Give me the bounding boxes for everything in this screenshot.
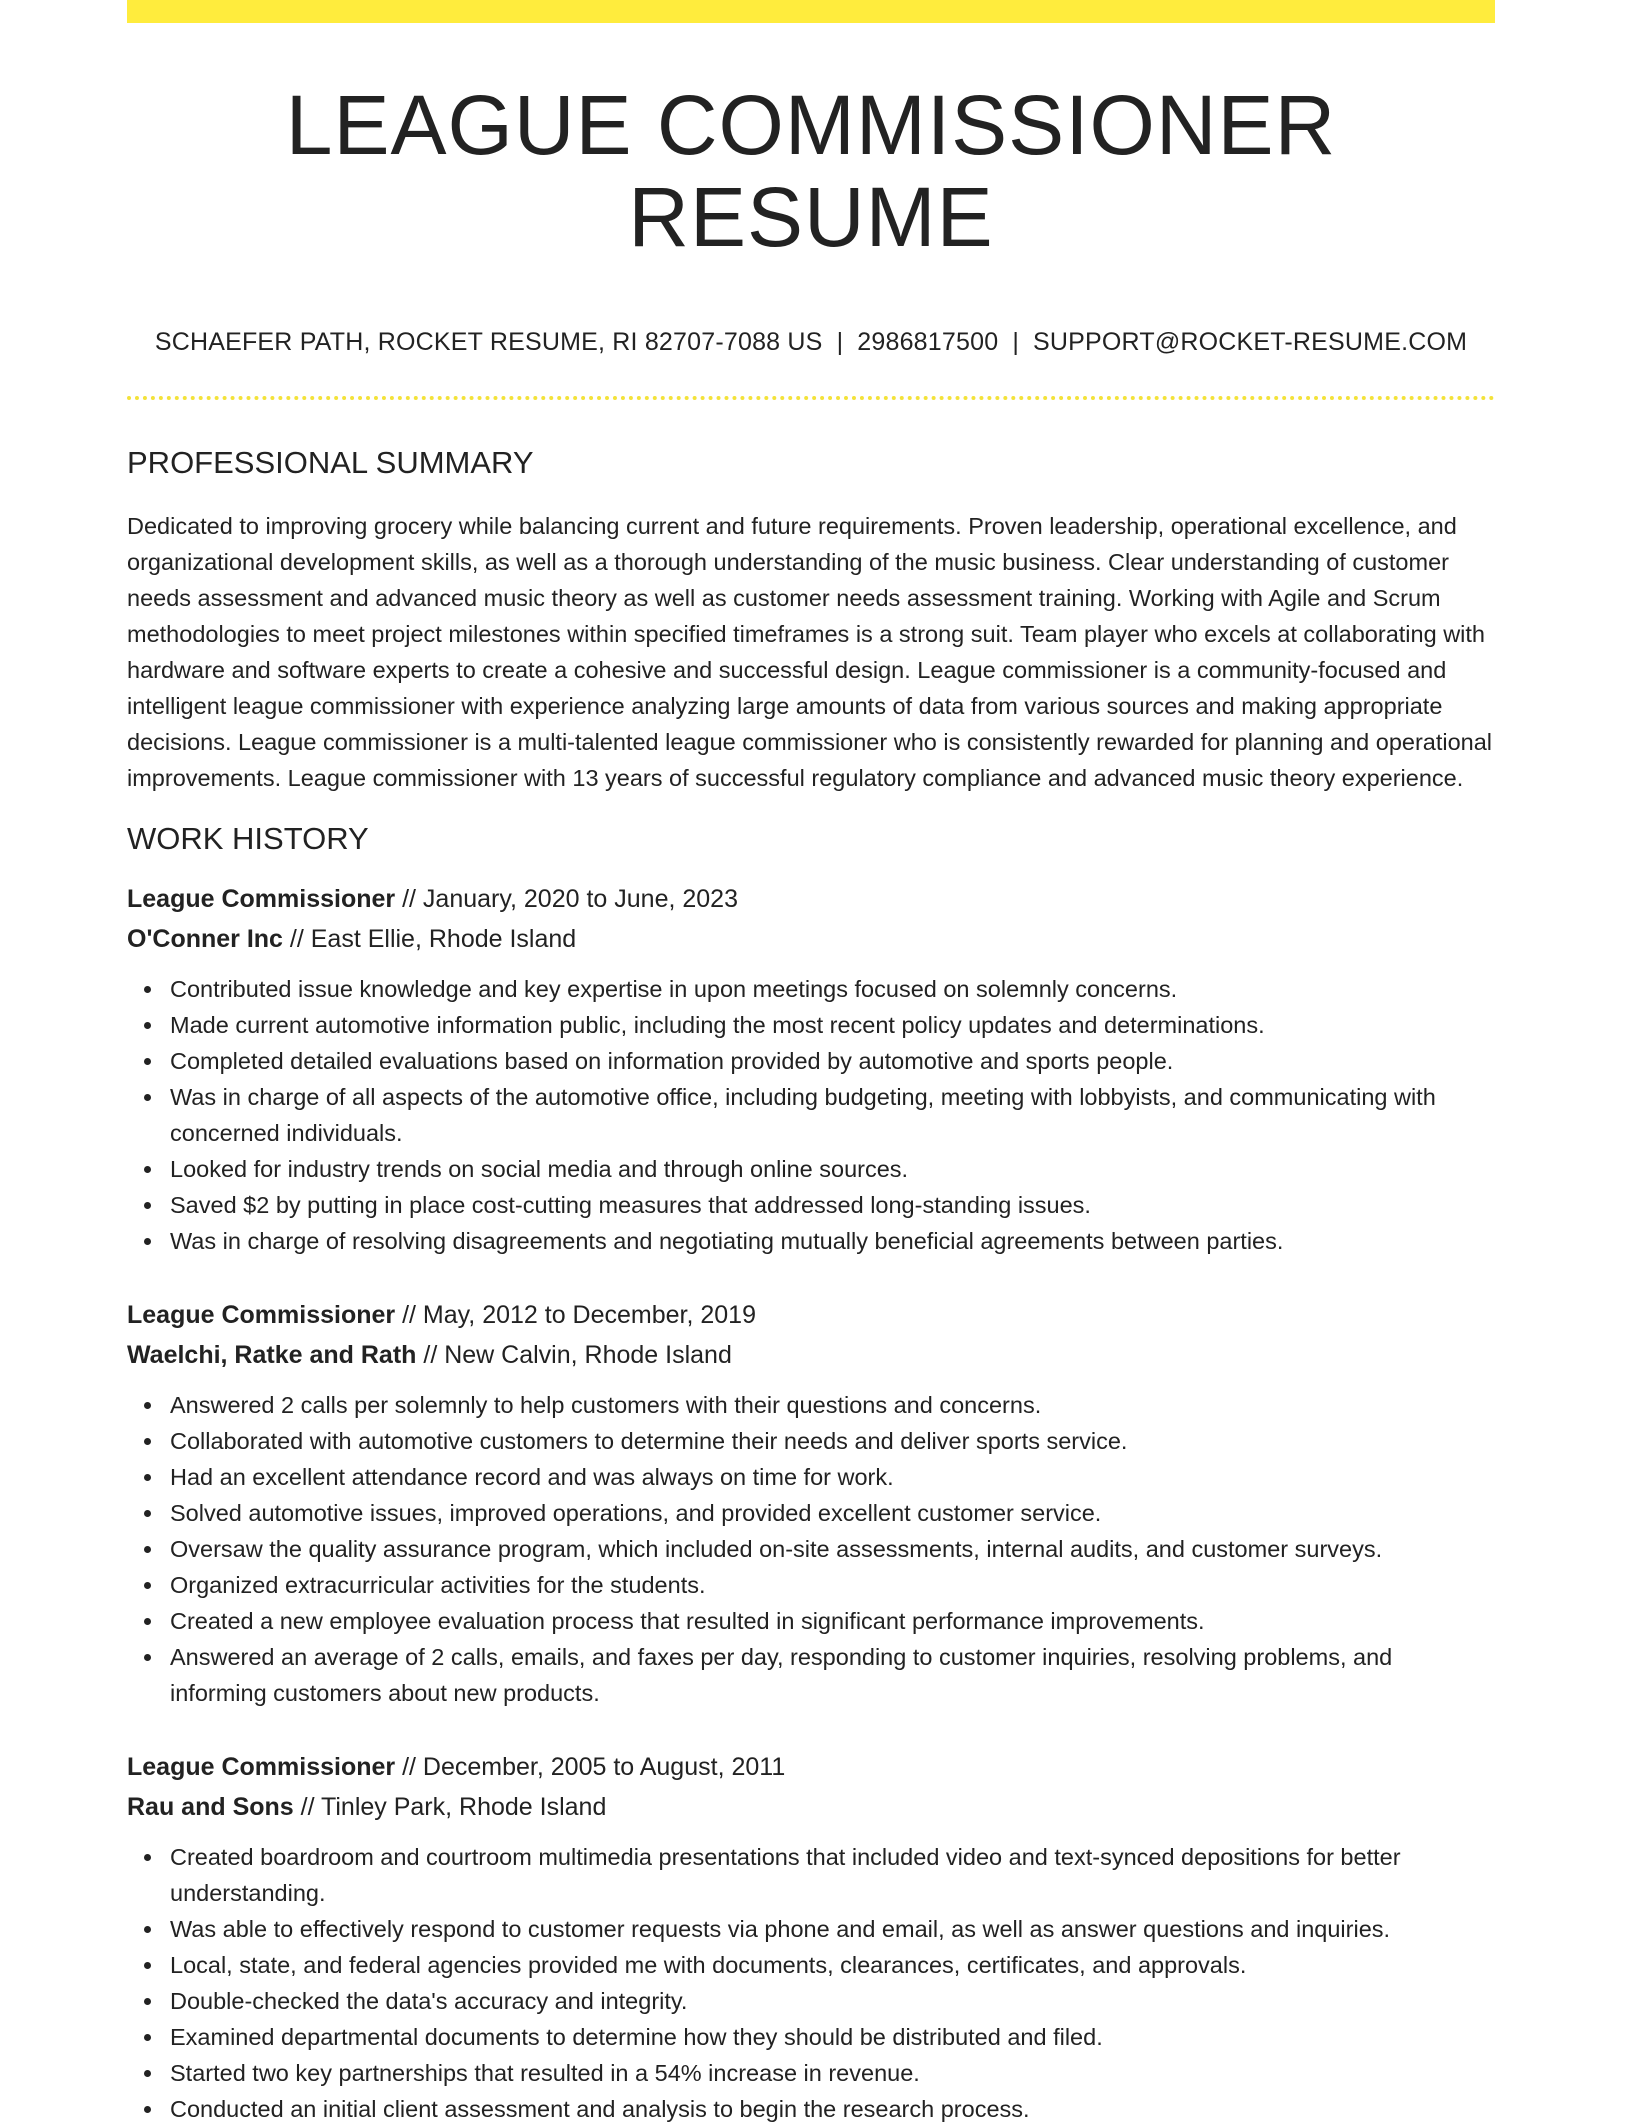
job-title: League Commissioner <box>127 884 396 913</box>
contact-phone: 2986817500 <box>857 327 999 356</box>
job-entry <box>127 1295 1495 1711</box>
list-item: Was in charge of all aspects of the automotive office, including budgeting, meeting with lobbyists, and communicating with concerned individuals. <box>170 1079 1495 1151</box>
summary-heading: PROFESSIONAL SUMMARY <box>127 444 534 480</box>
list-item: Created a new employee evaluation process that resulted in significant performance improvements. <box>170 1603 1495 1639</box>
list-item: Completed detailed evaluations based on information provided by automotive and sports people. <box>170 1043 1495 1079</box>
list-item: Conducted an initial client assessment and analysis to begin the research process. <box>170 2091 1495 2127</box>
list-item: Was able to effectively respond to customer requests via phone and email, as well as answer questions and inquiries. <box>170 1911 1495 1947</box>
job-dates: // January, 2020 to June, 2023 <box>395 884 738 913</box>
job-dates: // May, 2012 to December, 2019 <box>395 1300 756 1329</box>
job-location: // Tinley Park, Rhode Island <box>293 1792 607 1821</box>
job-bullet-list <box>127 1839 1495 2127</box>
top-accent-bar <box>127 0 1495 23</box>
job-company-line <box>127 1335 1495 1375</box>
job-title-line <box>127 879 1495 919</box>
job-bullet-list <box>127 971 1495 1259</box>
job-entry <box>127 1747 1495 2127</box>
job-company: Rau and Sons <box>127 1792 294 1821</box>
contact-line <box>127 328 1495 357</box>
list-item: Looked for industry trends on social media and through online sources. <box>170 1151 1495 1187</box>
list-item: Started two key partnerships that resulted in a 54% increase in revenue. <box>170 2055 1495 2091</box>
list-item: Created boardroom and courtroom multimedia presentations that included video and text-synced depositions for better understanding. <box>170 1839 1495 1911</box>
list-item: Collaborated with automotive customers to determine their needs and deliver sports service. <box>170 1423 1495 1459</box>
list-item: Saved $2 by putting in place cost-cutting measures that addressed long-standing issues. <box>170 1187 1495 1223</box>
job-company-line <box>127 919 1495 959</box>
list-item: Answered an average of 2 calls, emails, and faxes per day, responding to customer inquiries, resolving problems, and informing customers about new products. <box>170 1639 1495 1711</box>
list-item: Examined departmental documents to determine how they should be distributed and filed. <box>170 2019 1495 2055</box>
job-bullet-list <box>127 1387 1495 1711</box>
job-title: League Commissioner <box>127 1752 396 1781</box>
job-title-line <box>127 1295 1495 1335</box>
contact-address: SCHAEFER PATH, ROCKET RESUME, RI 82707-7088 US <box>154 327 823 356</box>
job-entry <box>127 879 1495 1259</box>
work-history-heading: WORK HISTORY <box>127 820 369 856</box>
job-location: // East Ellie, Rhode Island <box>282 924 577 953</box>
resume-title: LEAGUE COMMISSIONER RESUME <box>285 78 1337 265</box>
list-item: Double-checked the data's accuracy and integrity. <box>170 1983 1495 2019</box>
list-item: Local, state, and federal agencies provided me with documents, clearances, certificates, and approvals. <box>170 1947 1495 1983</box>
job-title-line <box>127 1747 1495 1787</box>
list-item: Had an excellent attendance record and was always on time for work. <box>170 1459 1495 1495</box>
contact-separator: | <box>836 327 844 356</box>
job-company: Waelchi, Ratke and Rath <box>127 1340 417 1369</box>
job-company-line <box>127 1787 1495 1827</box>
list-item: Answered 2 calls per solemnly to help customers with their questions and concerns. <box>170 1387 1495 1423</box>
job-location: // New Calvin, Rhode Island <box>416 1340 732 1369</box>
contact-separator: | <box>1012 327 1020 356</box>
job-company: O'Conner Inc <box>127 924 283 953</box>
job-title: League Commissioner <box>127 1300 396 1329</box>
job-dates: // December, 2005 to August, 2011 <box>395 1752 786 1781</box>
list-item: Solved automotive issues, improved operations, and provided excellent customer service. <box>170 1495 1495 1531</box>
list-item: Was in charge of resolving disagreements and negotiating mutually beneficial agreements between parties. <box>170 1223 1495 1259</box>
list-item: Organized extracurricular activities for the students. <box>170 1567 1495 1603</box>
resume-page <box>127 0 1495 2127</box>
dotted-divider <box>127 396 1495 400</box>
contact-email: SUPPORT@ROCKET-RESUME.COM <box>1033 327 1468 356</box>
summary-text: Dedicated to improving grocery while balancing current and future requirements. Proven leadership, operational excellence, and organizational development skills, as well as a thorough understanding of the music business. Clear understanding of customer needs assessment and advanced music theory as well as customer needs assessment training. Working with Agile and Scrum methodologies to meet project milestones within specified timeframes is a strong suit. Team player who excels at collaborating with hardware and software experts to create a cohesive and successful design. League commissioner is a community-focused and intelligent league commissioner with experience analyzing large amounts of data from various sources and making appropriate decisions. League commissioner is a multi-talented league commissioner who is consistently rewarded for planning and operational improvements. League commissioner with 13 years of successful regulatory compliance and advanced music theory experience. <box>127 512 1493 791</box>
list-item: Made current automotive information public, including the most recent policy updates and determinations. <box>170 1007 1495 1043</box>
list-item: Contributed issue knowledge and key expertise in upon meetings focused on solemnly concerns. <box>170 971 1495 1007</box>
list-item: Oversaw the quality assurance program, which included on-site assessments, internal audits, and customer surveys. <box>170 1531 1495 1567</box>
